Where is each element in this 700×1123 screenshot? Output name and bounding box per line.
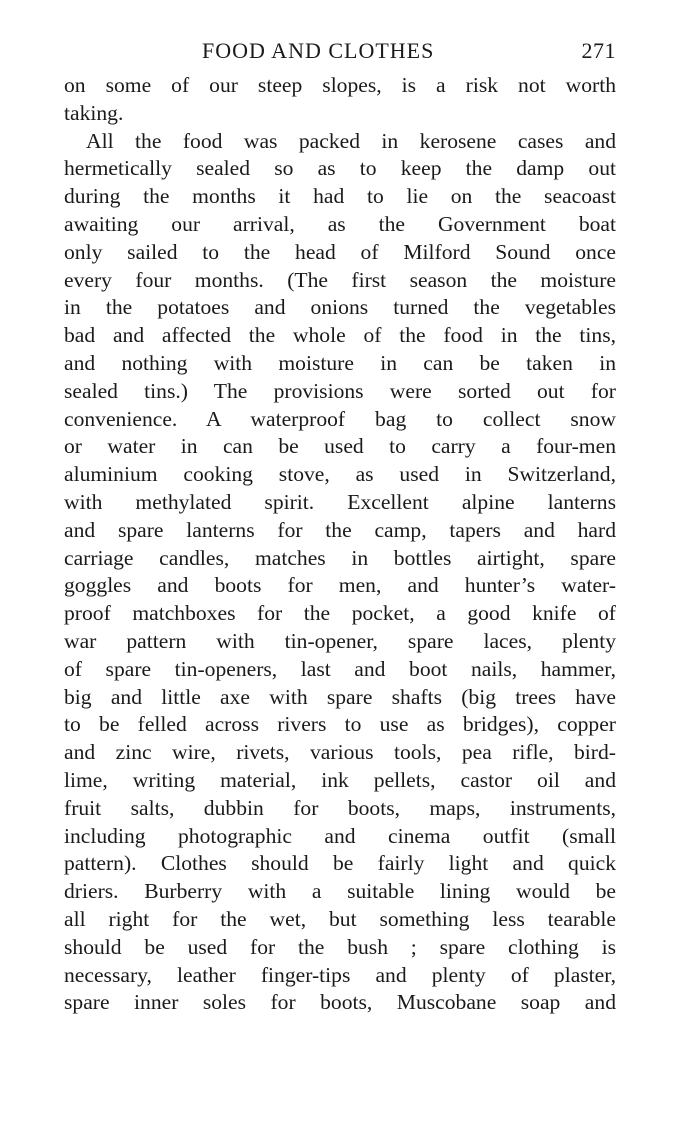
text-line: with methylated spirit. Excellent alpine lanterns [64,489,616,514]
text-line: driers. Burberry with a suitable lining would be [64,879,616,904]
paragraph-start-line: All the food was packed in kerosene cases and [86,128,616,153]
text-line: hermetically sealed so as to keep the damp out [64,156,616,181]
text-line: and nothing with moisture in can be taken in [64,350,616,375]
text-line: and spare lanterns for the camp, tapers and hard [64,517,616,542]
page-number: 271 [581,38,616,63]
running-title: FOOD AND CLOTHES [202,38,435,63]
text-line: goggles and boots for men, and hunter’s water- [64,573,616,598]
text-line: to be felled across rivers to use as bridges), copper [64,712,616,737]
text-line: bad and affected the whole of the food in the tins, [64,323,616,348]
running-head [64,38,616,72]
text-line: including photographic and cinema outfit (small [64,823,616,848]
text-line: awaiting our arrival, as the Government boat [64,211,616,236]
text-line: should be used for the bush ; spare clothing is [64,934,616,959]
text-line: lime, writing material, ink pellets, castor oil and [64,767,616,792]
text-line: on some of our steep slopes, is a risk not worth [64,73,616,97]
text-line: convenience. A waterproof bag to collect snow [64,406,616,431]
text-line: or water in can be used to carry a four-men [64,434,616,459]
text-line: and zinc wire, rivets, various tools, pea rifle, bird- [64,740,616,765]
text-line: war pattern with tin-opener, spare laces, plenty [64,628,616,653]
text-line: sealed tins.) The provisions were sorted out for [64,378,616,403]
text-line: during the months it had to lie on the seacoast [64,184,616,209]
text-line: taking. [64,100,124,125]
text-line: proof matchboxes for the pocket, a good knife of [64,601,616,626]
text-line: pattern). Clothes should be fairly light and quick [64,851,616,876]
body-text [64,72,616,1017]
text-line: fruit salts, dubbin for boots, maps, instruments, [64,795,616,820]
text-line: necessary, leather finger-tips and plenty of plaster, [64,962,616,987]
text-line: spare inner soles for boots, Muscobane soap and [64,990,616,1015]
text-line: every four months. (The first season the moisture [64,267,616,292]
text-line: of spare tin-openers, last and boot nails, hammer, [64,656,616,681]
text-line: in the potatoes and onions turned the vegetables [64,295,616,320]
book-page [64,38,616,1017]
text-line: all right for the wet, but something less tearable [64,906,616,931]
text-line: aluminium cooking stove, as used in Switzerland, [64,462,616,487]
text-line: carriage candles, matches in bottles airtight, spare [64,545,616,570]
text-line: big and little axe with spare shafts (big trees have [64,684,616,709]
text-line: only sailed to the head of Milford Sound once [64,239,616,264]
